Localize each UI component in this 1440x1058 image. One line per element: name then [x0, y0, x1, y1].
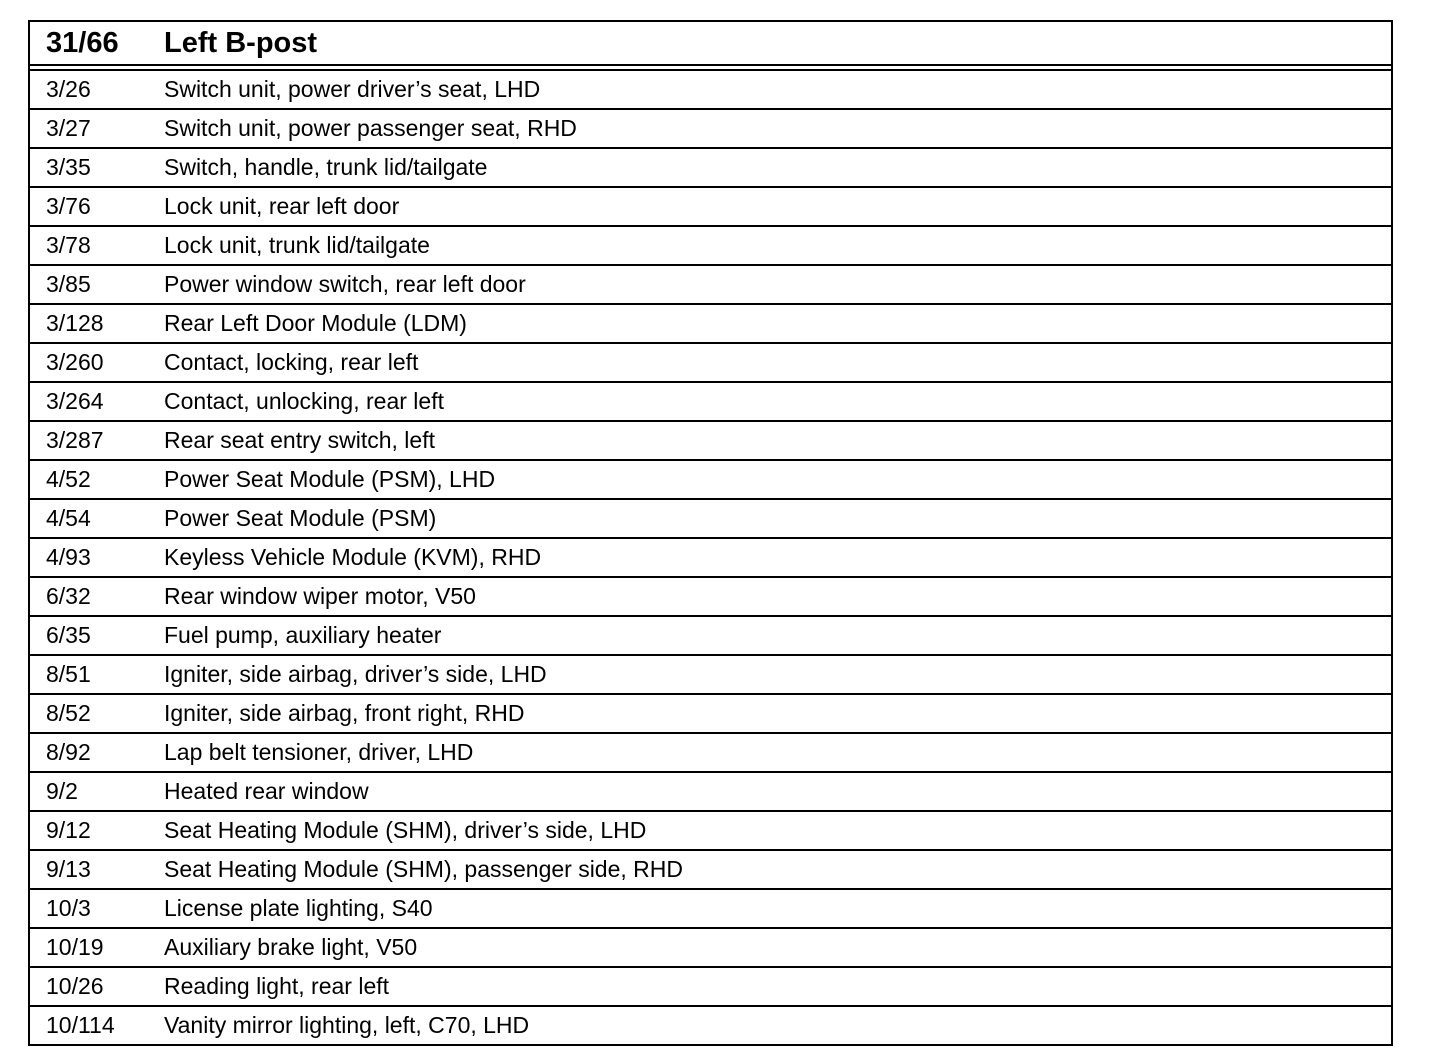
row-description: Igniter, side airbag, front right, RHD	[164, 700, 525, 726]
row-description: Auxiliary brake light, V50	[164, 934, 418, 960]
row-description: License plate lighting, S40	[164, 895, 433, 921]
table-row	[30, 851, 1391, 890]
row-code: 10/3	[46, 895, 91, 921]
table-row	[30, 71, 1391, 110]
row-description: Power window switch, rear left door	[164, 271, 526, 297]
table-row	[30, 305, 1391, 344]
table-body	[30, 71, 1391, 1044]
row-code: 8/92	[46, 739, 91, 765]
row-code: 3/78	[46, 232, 91, 258]
row-description: Switch, handle, trunk lid/tailgate	[164, 154, 488, 180]
row-code: 3/260	[46, 349, 104, 375]
table-row	[30, 539, 1391, 578]
row-code: 4/93	[46, 544, 91, 570]
table-row	[30, 461, 1391, 500]
row-code: 6/32	[46, 583, 91, 609]
row-code: 3/76	[46, 193, 91, 219]
table-row	[30, 578, 1391, 617]
row-description: Switch unit, power driver’s seat, LHD	[164, 76, 541, 102]
row-description: Lock unit, rear left door	[164, 193, 400, 219]
table-header	[30, 22, 1391, 66]
table-row	[30, 656, 1391, 695]
row-code: 3/26	[46, 76, 91, 102]
table-row	[30, 110, 1391, 149]
row-code: 3/85	[46, 271, 91, 297]
row-description: Seat Heating Module (SHM), passenger side, RHD	[164, 856, 684, 882]
row-code: 3/128	[46, 310, 104, 336]
table-row	[30, 149, 1391, 188]
row-code: 3/35	[46, 154, 91, 180]
row-code: 3/27	[46, 115, 91, 141]
table-row	[30, 968, 1391, 1007]
row-description: Seat Heating Module (SHM), driver’s side, LHD	[164, 817, 647, 843]
row-code: 8/52	[46, 700, 91, 726]
row-code: 9/13	[46, 856, 91, 882]
table-row	[30, 266, 1391, 305]
table-row	[30, 344, 1391, 383]
table-row	[30, 383, 1391, 422]
table-row	[30, 929, 1391, 968]
row-code: 3/264	[46, 388, 104, 414]
table-row	[30, 773, 1391, 812]
row-description: Rear Left Door Module (LDM)	[164, 310, 467, 336]
header-title: Left B-post	[164, 26, 318, 59]
row-description: Power Seat Module (PSM), LHD	[164, 466, 496, 492]
table-row	[30, 188, 1391, 227]
row-description: Rear window wiper motor, V50	[164, 583, 476, 609]
row-code: 4/54	[46, 505, 91, 531]
table-row	[30, 422, 1391, 461]
table-row	[30, 890, 1391, 929]
table-row	[30, 617, 1391, 656]
row-code: 9/12	[46, 817, 91, 843]
row-description: Switch unit, power passenger seat, RHD	[164, 115, 577, 141]
row-description: Igniter, side airbag, driver’s side, LHD	[164, 661, 547, 687]
row-description: Keyless Vehicle Module (KVM), RHD	[164, 544, 542, 570]
table-row	[30, 695, 1391, 734]
row-description: Vanity mirror lighting, left, C70, LHD	[164, 1012, 530, 1038]
row-code: 10/19	[46, 934, 104, 960]
row-code: 3/287	[46, 427, 104, 453]
row-description: Reading light, rear left	[164, 973, 390, 999]
row-code: 6/35	[46, 622, 91, 648]
row-code: 9/2	[46, 778, 78, 804]
row-description: Lock unit, trunk lid/tailgate	[164, 232, 430, 258]
row-description: Contact, unlocking, rear left	[164, 388, 444, 414]
row-description: Lap belt tensioner, driver, LHD	[164, 739, 474, 765]
component-table	[28, 20, 1393, 1046]
row-description: Rear seat entry switch, left	[164, 427, 435, 453]
row-code: 10/114	[46, 1012, 115, 1038]
table-row	[30, 1007, 1391, 1044]
row-code: 8/51	[46, 661, 91, 687]
table-row	[30, 227, 1391, 266]
row-description: Power Seat Module (PSM)	[164, 505, 437, 531]
table-row	[30, 500, 1391, 539]
table-row	[30, 812, 1391, 851]
row-description: Heated rear window	[164, 778, 369, 804]
row-description: Contact, locking, rear left	[164, 349, 419, 375]
header-code: 31/66	[46, 26, 119, 59]
row-code: 4/52	[46, 466, 91, 492]
table-row	[30, 734, 1391, 773]
row-description: Fuel pump, auxiliary heater	[164, 622, 442, 648]
row-code: 10/26	[46, 973, 104, 999]
